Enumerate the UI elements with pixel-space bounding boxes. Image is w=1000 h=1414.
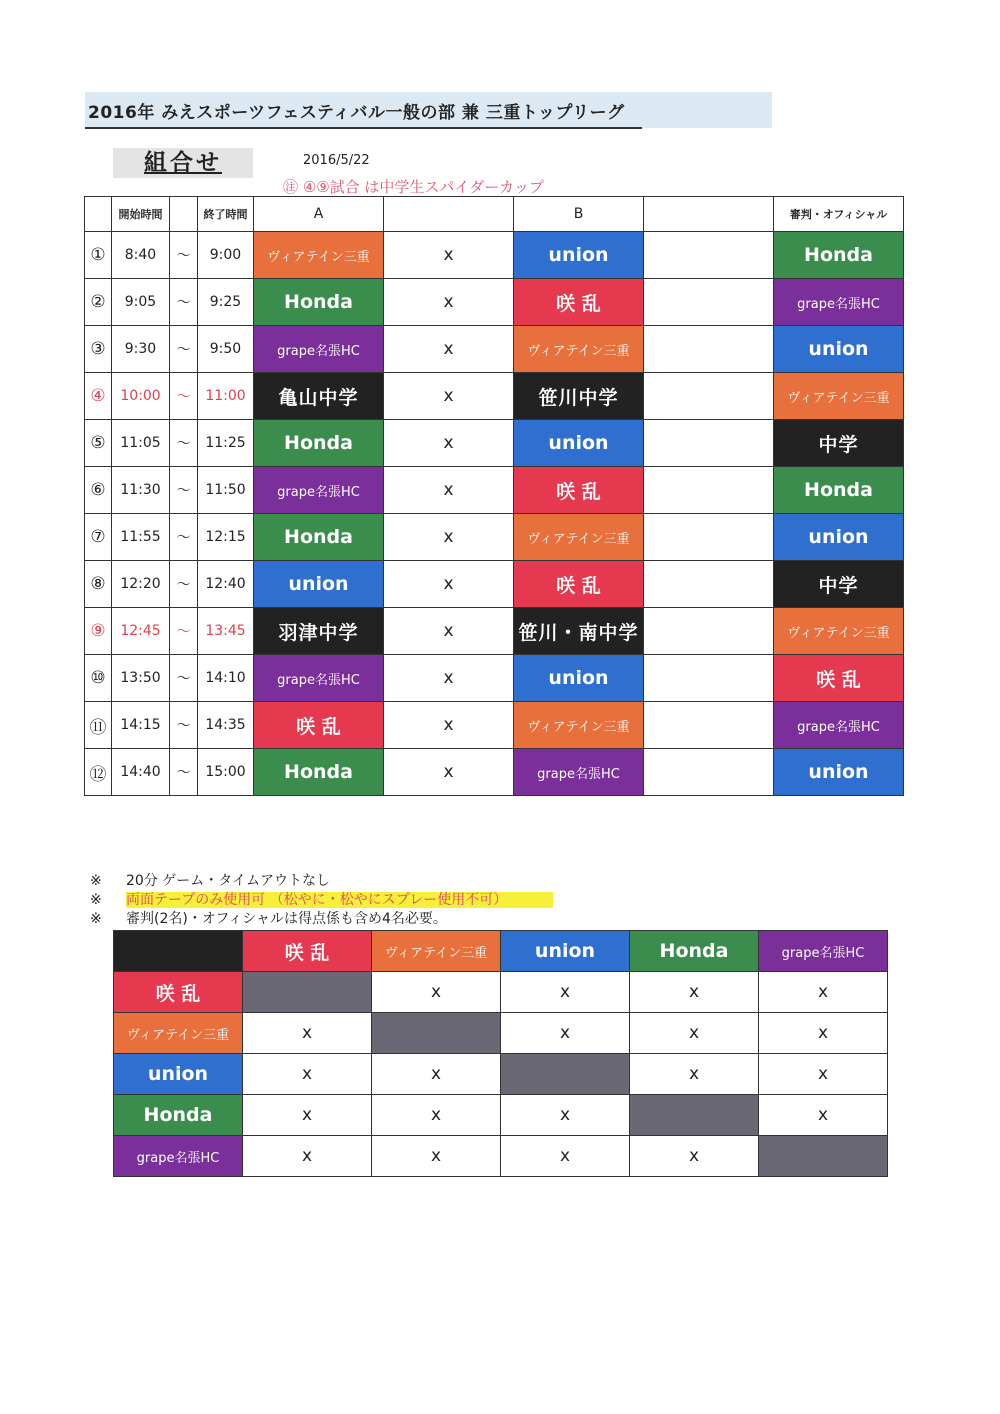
end-time: 11:00 [198,373,254,420]
referee-team: union [774,326,904,373]
matrix-col-header: ヴィアテイン三重 [372,931,501,972]
end-time: 9:50 [198,326,254,373]
referee-team: grape名張HC [774,279,904,326]
header-start-time: 開始時間 [112,197,170,232]
start-time: 10:00 [112,373,170,420]
blank-cell [644,608,774,655]
time-separator: ～ [170,326,198,373]
blank-cell [644,514,774,561]
match-number: ⑤ [85,420,112,467]
matrix-row [114,1013,888,1054]
matrix-match-cell: x [243,1095,372,1136]
match-number: ⑫ [85,749,112,796]
matrix-match-cell: x [630,1136,759,1177]
header-team-b: B [514,197,644,232]
match-number: ② [85,279,112,326]
versus-mark: x [384,561,514,608]
schedule-table [84,196,904,796]
team-b: 咲 乱 [514,467,644,514]
end-time: 9:00 [198,232,254,279]
team-a: union [254,561,384,608]
team-b: ヴィアテイン三重 [514,702,644,749]
section-title: 組合せ [113,148,253,178]
note-item [90,872,553,891]
match-row [85,373,904,420]
schedule-body [85,232,904,796]
time-separator: ～ [170,420,198,467]
match-number: ⑦ [85,514,112,561]
team-b: ヴィアテイン三重 [514,326,644,373]
team-b: 笹川・南中学 [514,608,644,655]
start-time: 14:15 [112,702,170,749]
end-time: 14:35 [198,702,254,749]
header-number [85,197,112,232]
versus-mark: x [384,232,514,279]
end-time: 11:50 [198,467,254,514]
header-separator [170,197,198,232]
matrix-header-row [114,931,888,972]
start-time: 11:05 [112,420,170,467]
time-separator: ～ [170,561,198,608]
match-row [85,561,904,608]
referee-team: 中学 [774,561,904,608]
blank-cell [644,373,774,420]
match-row [85,326,904,373]
referee-team: 咲 乱 [774,655,904,702]
matrix-match-cell: x [759,972,888,1013]
matrix-match-cell: x [759,1095,888,1136]
team-b: ヴィアテイン三重 [514,514,644,561]
header-blank-2 [644,197,774,232]
versus-mark: x [384,373,514,420]
match-number: ⑨ [85,608,112,655]
team-b: 咲 乱 [514,561,644,608]
match-number: ⑪ [85,702,112,749]
blank-cell [644,420,774,467]
matrix-match-cell: x [759,1013,888,1054]
matrix-match-cell: x [372,1095,501,1136]
matrix-match-cell: x [759,1054,888,1095]
matrix-row-header: union [114,1054,243,1095]
referee-team: Honda [774,232,904,279]
blank-cell [644,326,774,373]
team-a: Honda [254,420,384,467]
versus-mark: x [384,514,514,561]
matrix-self-cell [630,1095,759,1136]
match-row [85,467,904,514]
referee-team: ヴィアテイン三重 [774,373,904,420]
team-a: Honda [254,279,384,326]
time-separator: ～ [170,749,198,796]
matrix-match-cell: x [243,1054,372,1095]
team-a: Honda [254,749,384,796]
spider-cup-note: ㊟ ④⑨試合 は中学生スパイダーカップ [283,178,544,196]
match-number: ⑥ [85,467,112,514]
team-a: 咲 乱 [254,702,384,749]
note-item [90,910,553,929]
blank-cell [644,561,774,608]
match-number: ① [85,232,112,279]
referee-team: 中学 [774,420,904,467]
time-separator: ～ [170,514,198,561]
note-mark: ※ [90,873,102,889]
matrix-match-cell: x [630,1013,759,1054]
end-time: 12:15 [198,514,254,561]
header-blank-1 [384,197,514,232]
match-row [85,232,904,279]
start-time: 12:20 [112,561,170,608]
matrix-match-cell: x [372,1054,501,1095]
start-time: 11:30 [112,467,170,514]
blank-cell [644,467,774,514]
versus-mark: x [384,655,514,702]
matrix-match-cell: x [372,1136,501,1177]
title-underline [85,127,642,129]
matrix-row [114,1095,888,1136]
matrix-col-header: union [501,931,630,972]
start-time: 14:40 [112,749,170,796]
matrix-self-cell [501,1054,630,1095]
matrix-match-cell: x [630,972,759,1013]
versus-mark: x [384,279,514,326]
team-b: grape名張HC [514,749,644,796]
start-time: 13:50 [112,655,170,702]
team-b: union [514,232,644,279]
note-mark: ※ [90,911,102,927]
league-matrix [113,930,888,1177]
referee-team: union [774,749,904,796]
team-b: union [514,420,644,467]
matrix-match-cell: x [501,972,630,1013]
time-separator: ～ [170,279,198,326]
blank-cell [644,702,774,749]
header-team-a: A [254,197,384,232]
matrix-self-cell [372,1013,501,1054]
team-b: union [514,655,644,702]
end-time: 12:40 [198,561,254,608]
match-number: ③ [85,326,112,373]
matrix-self-cell [243,972,372,1013]
versus-mark: x [384,749,514,796]
match-number: ④ [85,373,112,420]
versus-mark: x [384,420,514,467]
time-separator: ～ [170,608,198,655]
event-date: 2016/5/22 [303,153,370,168]
schedule-header [85,197,904,232]
start-time: 9:30 [112,326,170,373]
matrix-row [114,1136,888,1177]
notes [90,872,553,929]
matrix-match-cell: x [501,1013,630,1054]
time-separator: ～ [170,232,198,279]
team-a: Honda [254,514,384,561]
end-time: 11:25 [198,420,254,467]
matrix-row [114,1054,888,1095]
matrix-match-cell: x [243,1013,372,1054]
versus-mark: x [384,702,514,749]
end-time: 15:00 [198,749,254,796]
team-a: 羽津中学 [254,608,384,655]
versus-mark: x [384,467,514,514]
match-number: ⑧ [85,561,112,608]
blank-cell [644,655,774,702]
matrix-col-header: Honda [630,931,759,972]
note-mark: ※ [90,892,102,908]
end-time: 9:25 [198,279,254,326]
matrix-match-cell: x [630,1054,759,1095]
match-row [85,279,904,326]
note-item [90,891,553,910]
team-a: grape名張HC [254,655,384,702]
note-text: 審判(2名)・オフィシャルは得点係も含め4名必要。 [126,911,447,927]
match-row [85,655,904,702]
matrix-match-cell: x [243,1136,372,1177]
start-time: 11:55 [112,514,170,561]
team-a: 亀山中学 [254,373,384,420]
team-b: 咲 乱 [514,279,644,326]
matrix-match-cell: x [501,1095,630,1136]
matrix-row-header: grape名張HC [114,1136,243,1177]
referee-team: Honda [774,467,904,514]
versus-mark: x [384,326,514,373]
referee-team: grape名張HC [774,702,904,749]
matrix-col-header: grape名張HC [759,931,888,972]
note-text-highlighted: 両面テープのみ使用可 （松やに・松やにスプレー使用不可） [126,892,553,908]
blank-cell [644,279,774,326]
time-separator: ～ [170,467,198,514]
team-a: grape名張HC [254,467,384,514]
match-row [85,420,904,467]
referee-team: union [774,514,904,561]
start-time: 9:05 [112,279,170,326]
match-row [85,608,904,655]
matrix-row-header: Honda [114,1095,243,1136]
end-time: 14:10 [198,655,254,702]
match-row [85,749,904,796]
note-text: 20分 ゲーム・タイムアウトなし [126,873,330,889]
matrix-row-header: ヴィアテイン三重 [114,1013,243,1054]
team-a: grape名張HC [254,326,384,373]
referee-team: ヴィアテイン三重 [774,608,904,655]
page-title: 2016年 みえスポーツフェスティバル一般の部 兼 三重トップリーグ [88,103,625,123]
start-time: 12:45 [112,608,170,655]
versus-mark: x [384,608,514,655]
time-separator: ～ [170,702,198,749]
start-time: 8:40 [112,232,170,279]
team-a: ヴィアテイン三重 [254,232,384,279]
time-separator: ～ [170,655,198,702]
matrix-row-header: 咲 乱 [114,972,243,1013]
time-separator: ～ [170,373,198,420]
match-number: ⑩ [85,655,112,702]
match-row [85,514,904,561]
match-row [85,702,904,749]
end-time: 13:45 [198,608,254,655]
blank-cell [644,749,774,796]
header-end-time: 終了時間 [198,197,254,232]
matrix-self-cell [759,1136,888,1177]
blank-cell [644,232,774,279]
matrix-col-header: 咲 乱 [243,931,372,972]
matrix-match-cell: x [372,972,501,1013]
header-referee: 審判・オフィシャル [774,197,904,232]
matrix-row [114,972,888,1013]
matrix-match-cell: x [501,1136,630,1177]
matrix-body [114,931,888,1177]
matrix-corner [114,931,243,972]
team-b: 笹川中学 [514,373,644,420]
